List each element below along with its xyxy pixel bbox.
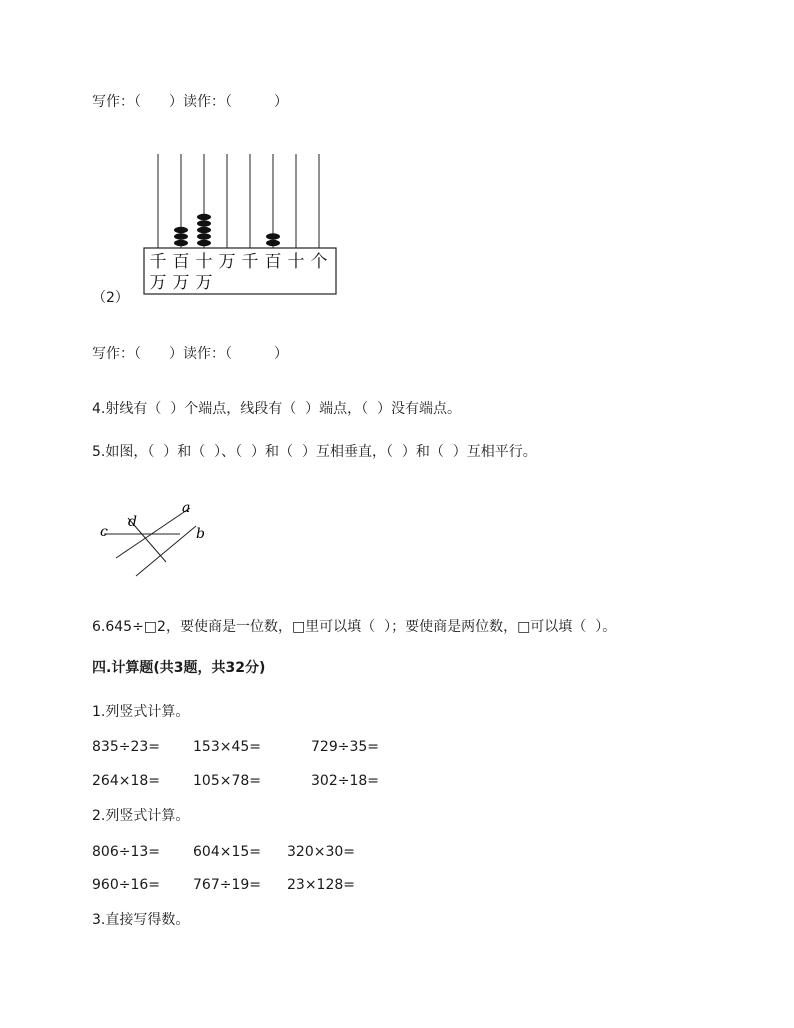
- abacus-place-label: 百: [264, 252, 282, 272]
- q3-part2-label: （2）: [92, 290, 129, 306]
- calc-item: 264×18=: [92, 773, 160, 789]
- abacus-bead: [197, 233, 211, 239]
- abacus-bead: [174, 233, 188, 239]
- label-c: c: [100, 524, 108, 540]
- label-a: a: [182, 500, 191, 516]
- calc-item: 806÷13=: [92, 844, 160, 860]
- abacus-place-label: 千: [241, 252, 259, 272]
- abacus-place-label: 千: [149, 252, 167, 272]
- calc-item: 302÷18=: [311, 773, 379, 789]
- calc-item: 960÷16=: [92, 877, 160, 893]
- abacus-bead: [197, 220, 211, 226]
- calc-item: 767÷19=: [193, 877, 261, 893]
- abacus-bead: [197, 240, 211, 246]
- question-6: 6.645÷□2，要使商是一位数，□里可以填（ ）；要使商是两位数，□可以填（ ）。: [92, 619, 617, 635]
- calc-item: 320×30=: [287, 844, 355, 860]
- abacus-place-label: 万: [218, 252, 236, 272]
- abacus-place-label: 十: [195, 252, 213, 272]
- perpendicular-parallel-diagram: [98, 498, 218, 582]
- section-title: 四.计算题(共3题，共32分): [92, 660, 266, 676]
- calc-item: 23×128=: [287, 877, 355, 893]
- calc-item: 729÷35=: [311, 739, 379, 755]
- calc1-title: 1.列竖式计算。: [92, 704, 190, 720]
- abacus-bead: [197, 227, 211, 233]
- abacus-place-label: 万: [149, 273, 167, 293]
- calc-item: 835÷23=: [92, 739, 160, 755]
- q3-part2-answer-line: 写作：（ ）读作：（ ）: [92, 346, 288, 362]
- label-b: b: [196, 526, 205, 542]
- calc-item: 153×45=: [193, 739, 261, 755]
- abacus-bead: [197, 214, 211, 220]
- calc2-title: 2.列竖式计算。: [92, 808, 190, 824]
- abacus-place-label: 百: [172, 252, 190, 272]
- abacus-place-label: 十: [287, 252, 305, 272]
- q3-part1-answer-line: 写作：（ ）读作：（ ）: [92, 94, 288, 110]
- abacus-bead: [266, 240, 280, 246]
- abacus-bead: [174, 227, 188, 233]
- question-4: 4.射线有（ ）个端点，线段有（ ）端点，（ ）没有端点。: [92, 401, 462, 417]
- calc-item: 105×78=: [193, 773, 261, 789]
- lines-figure: [98, 498, 218, 586]
- question-5: 5.如图，（ ）和（ ）、（ ）和（ ）互相垂直，（ ）和（ ）互相平行。: [92, 444, 537, 460]
- abacus-diagram: [142, 150, 342, 298]
- abacus-figure: [142, 150, 342, 302]
- calc3-title: 3.直接写得数。: [92, 912, 190, 928]
- calc-item: 604×15=: [193, 844, 261, 860]
- abacus-place-label: 万: [195, 273, 213, 293]
- abacus-place-label: 万: [172, 273, 190, 293]
- abacus-bead: [266, 233, 280, 239]
- label-d: d: [128, 514, 137, 530]
- abacus-place-label: 个: [310, 252, 328, 272]
- abacus-bead: [174, 240, 188, 246]
